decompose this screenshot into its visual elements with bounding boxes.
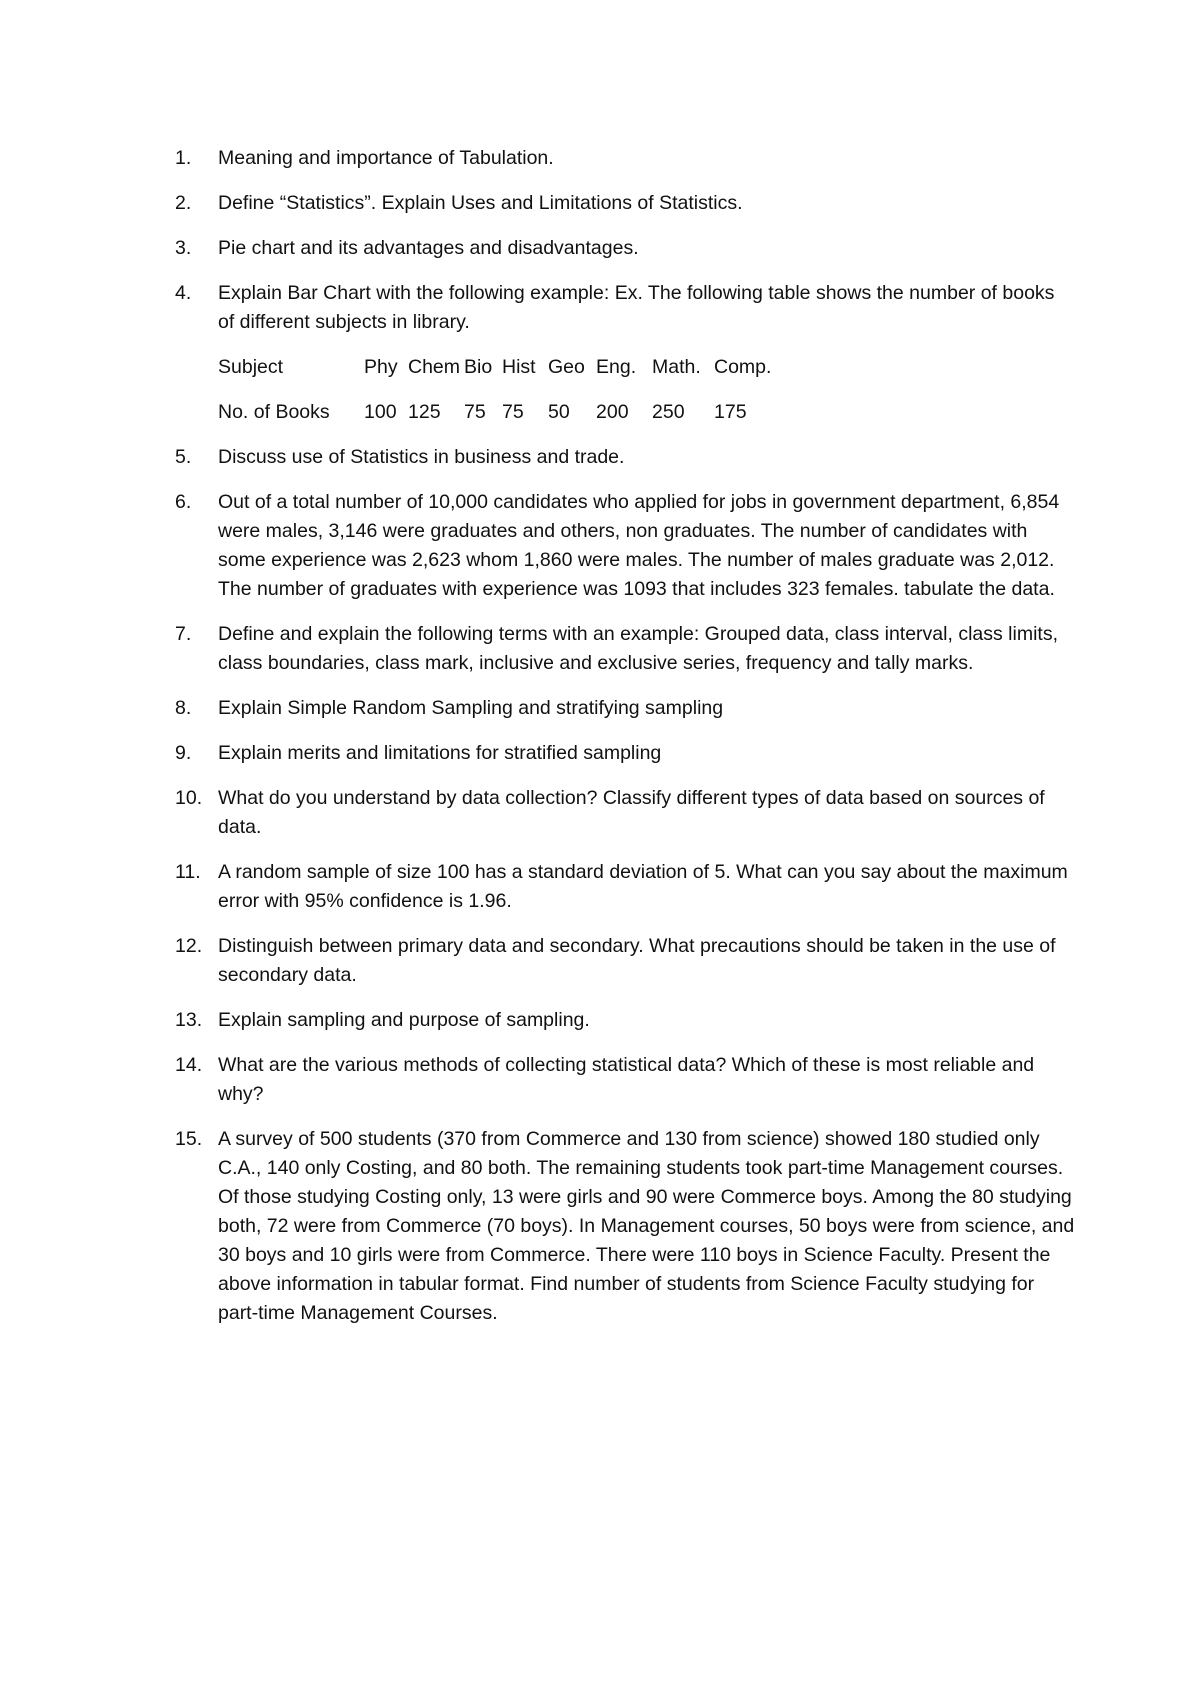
question-list [175,144,1075,1344]
question-item [175,144,1075,173]
question-number: 4. [175,282,192,304]
question-number: 11. [175,861,201,883]
question-body [218,1125,1075,1328]
question-number: 10. [175,787,203,809]
question-body [218,620,1075,678]
question-item [175,488,1075,604]
subject-cell: Comp. [714,356,772,378]
question-text: Define and explain the following terms with an example: Grouped data, class interval, class limits, class boundaries, class mark, inclusive and exclusive series, frequency and tally marks. [218,623,1058,674]
question-text: Out of a total number of 10,000 candidates who applied for jobs in government department, 6,854 were males, 3,146 were graduates and others, non graduates. The number of candidates with some experience was 2,623 whom 1,860 were males. The number of males graduate was 2,012. The number of graduates with experience was 1093 that includes 323 females. tabulate the data. [218,491,1060,600]
question-text: A random sample of size 100 has a standard deviation of 5. What can you say about the maximum error with 95% confidence is 1.96. [218,861,1068,912]
question-text: Meaning and importance of Tabulation. [218,147,554,169]
books-table [218,353,774,427]
question-item [175,1006,1075,1035]
question-item [175,858,1075,916]
question-body [218,784,1075,842]
question-item [175,694,1075,723]
question-item [175,279,1075,427]
question-item [175,932,1075,990]
question-text: Discuss use of Statistics in business and trade. [218,446,625,468]
count-cell: 75 [464,401,486,423]
subject-cell: Chem [408,356,461,378]
question-item [175,443,1075,472]
question-item [175,234,1075,263]
question-body [218,279,1075,427]
question-number: 2. [175,192,192,214]
question-item [175,189,1075,218]
count-cell: 250 [652,401,685,423]
question-number: 5. [175,446,192,468]
question-item [175,784,1075,842]
subject-cell: Phy [364,356,398,378]
question-body [218,932,1075,990]
subject-cell: Hist [502,356,536,378]
books-table-header-label: Subject [218,356,284,378]
question-body [218,1006,1075,1035]
question-body [218,144,1075,173]
question-text: Explain Bar Chart with the following example: Ex. The following table shows the number of books of different subjects in library. [218,282,1055,333]
question-number: 15. [175,1128,203,1150]
question-item [175,739,1075,768]
question-number: 3. [175,237,192,259]
subject-cell: Geo [548,356,585,378]
question-text: Explain merits and limitations for stratified sampling [218,742,662,764]
question-item [175,620,1075,678]
count-cell: 200 [596,401,629,423]
count-cell: 125 [408,401,441,423]
question-body [218,1051,1075,1109]
subject-cell: Bio [464,356,493,378]
question-body [218,234,1075,263]
question-number: 6. [175,491,192,513]
question-item [175,1125,1075,1328]
books-table-row-label: No. of Books [218,401,330,423]
question-text: What do you understand by data collection? Classify different types of data based on sources of data. [218,787,1045,838]
question-text: Explain sampling and purpose of sampling. [218,1009,590,1031]
question-number: 14. [175,1054,203,1076]
question-text: A survey of 500 students (370 from Commerce and 130 from science) showed 180 studied only C.A., 140 only Costing, and 80 both. The remaining students took part-time Management courses. Of those studying Costing only, 13 were girls and 90 were Commerce boys. Among the 80 studying both, 72 were from Commerce (70 boys). In Management courses, 50 boys were from science, and 30 boys and 10 girls were from Commerce. There were 110 boys in Science Faculty. Present the above information in tabular format. Find number of students from Science Faculty studying for part-time Management Courses. [218,1128,1075,1324]
question-body [218,443,1075,472]
question-body [218,858,1075,916]
subject-cell: Math. [652,356,701,378]
question-body [218,488,1075,604]
count-cell: 100 [364,401,397,423]
question-body [218,694,1075,723]
question-number: 13. [175,1009,203,1031]
question-text: Pie chart and its advantages and disadvantages. [218,237,639,259]
count-cell: 75 [502,401,524,423]
question-number: 12. [175,935,203,957]
question-text: Explain Simple Random Sampling and stratifying sampling [218,697,724,719]
question-item [175,1051,1075,1109]
count-cell: 50 [548,401,570,423]
count-cell: 175 [714,401,747,423]
question-text: Define “Statistics”. Explain Uses and Limitations of Statistics. [218,192,743,214]
subject-cell: Eng. [596,356,637,378]
question-number: 1. [175,147,192,169]
books-table-count-row [218,382,774,427]
question-number: 9. [175,742,192,764]
question-text: Distinguish between primary data and secondary. What precautions should be taken in the use of secondary data. [218,935,1056,986]
question-number: 8. [175,697,192,719]
question-body [218,739,1075,768]
question-text: What are the various methods of collecting statistical data? Which of these is most reliable and why? [218,1054,1035,1105]
question-number: 7. [175,623,192,645]
question-body [218,189,1075,218]
books-table-header-row [218,353,774,382]
